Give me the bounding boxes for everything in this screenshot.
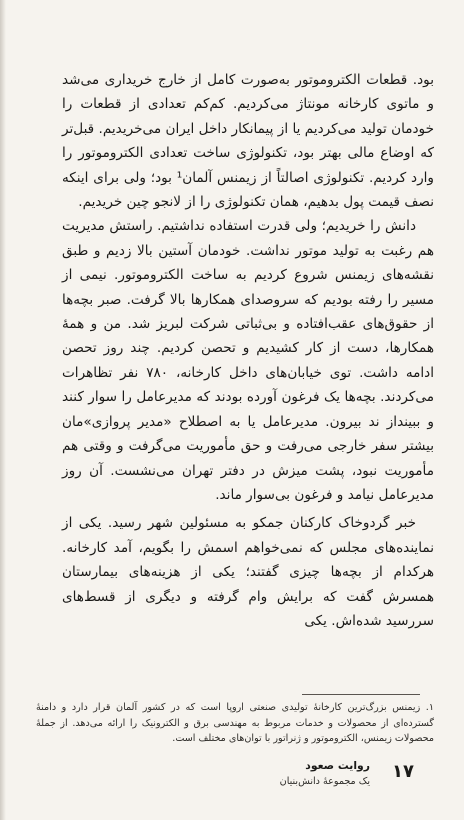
book-subtitle: یک مجموعهٔ دانش‌بنیان [279,776,370,787]
paragraph-2: دانش را خریدیم؛ ولی قدرت استفاده نداشتیم. راستش مدیریت هم رغبت به تولید موتور نداشت. خودمان آستین بالا زدیم و طبق نقشه‌های زیمنس شروع کردیم به ساخت الکتروموتور. نیمی از مسیر را رفته بودیم که سروصدای همکارها بالا گرفت. صبر بچه‌ها از حقوق‌های عقب‌افتاده و بی‌ثباتی شرکت لبریز شد. من و همهٔ همکارها، دست از کار کشیدیم و تحصن کردیم. چند روز تحصن ادامه داشت. توی خیابان‌های داخل کارخانه، ۷۸۰ نفر تظاهرات می‌کردند. بچه‌ها یک فرغون آورده بودند که مدیرعامل را سوار کنند و ببینداز ند بیرون. مدیرعامل یا به اصطلاح «مدیر پروازی»مان بیشتر سفر خارجی می‌رفت و حق مأموریت می‌گرفت و وقتی هم مأموریت نبود، پشت میزش در دفتر تهران می‌نشست. آن روز مدیرعامل نیامد و فرغون بی‌سوار ماند. [62,218,434,503]
page-edge-shadow [0,0,6,820]
paragraph-3: خبر گردوخاک کارکنان جمکو به مسئولین شهر رسید. یکی از نماینده‌های مجلس که نمی‌خواهم اسمش را بگویم، آمد کارخانه. هرکدام از بچه‌ها چیزی گفتند؛ یکی از هزینه‌های بیمارستان همسرش گفت که برایش وام گرفته و دیگری از قسط‌های سررسید شده‌اش. یکی [62,515,434,629]
book-title: روایت صعود [305,759,370,772]
paragraph-1: بود. قطعات الکتروموتور به‌صورت کامل از خارج خریداری می‌شد و ماتوی کارخانه مونتاژ می‌کردیم. کم‌کم تعدادی از قطعات را خودمان تولید می‌کردیم یا از پیمانکار داخل ایران می‌خریدیم. قبل‌تر که اوضاع مالی بهتر بود، تکنولوژی ساخت تعدادی الکتروموتور را وارد کردیم. تکنولوژی اصالتاً از زیمنس آلمان¹ بود؛ ولی برای اینکه نصف قیمت پول بدهیم، همان تکنولوژی را از لانجو چین خریدیم. [62,72,434,211]
footnote-separator [302,694,420,695]
body-text [62,68,434,633]
page-number: ۱۷ [392,761,414,782]
footnote: ۱. زیمنس بزرگ‌ترین کارخانهٔ تولیدی صنعتی اروپا است که در کشور آلمان قرار دارد و دامنهٔ گسترده‌ای از محصولات و خدمات مربوط به مهندسی برق و الکترونیک را ارائه می‌دهد. از جملهٔ محصولات زیمنس، الکتروموتور و ژنراتور با توان‌های مختلف است. [36,702,434,745]
page-footer [232,758,432,798]
